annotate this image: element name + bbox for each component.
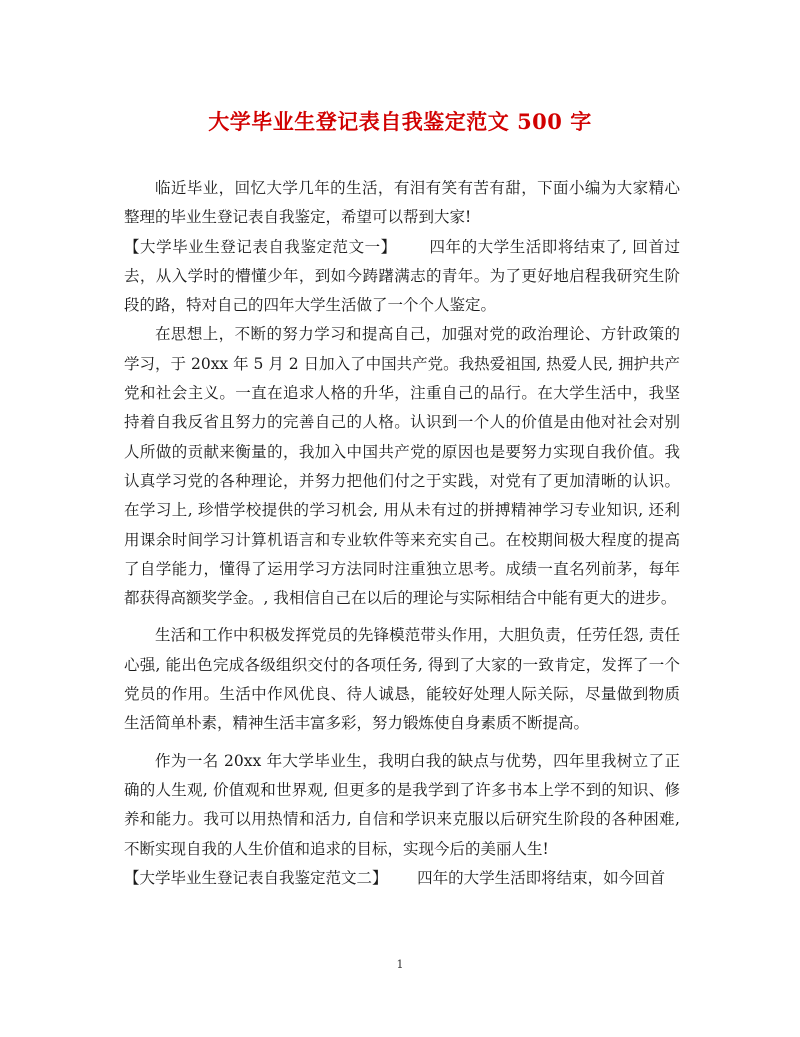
thought-paragraph: 在思想上，不断的努力学习和提高自己，加强对党的政治理论、方针政策的学习，于 20xx 年 5 月 2 日加入了中国共产党。我热爱祖国, 热爱人民, 拥护共产党和社会主义。一直在追求人格的升华，注重自己的品行。在大学生活中，我坚持着自我反省且努力的完善自己的人格。认识到一个人的价值是由他对社会对别人所做的贡献来衡量的，我加入中国共产党的原因也是要努力实现自我价值。我认真学习党的各种理论，并努力把他们付之于实践，对党有了更加清晰的认识。在学习上, 珍惜学校提供的学习机会, 用从未有过的拼搏精神学习专业知识, 还利用课余时间学习计算机语言和专业软件等来充实自己。在校期间极大程度的提高了自学能力，懂得了运用学习方法同时注重独立思考。成绩一直名列前茅，每年都获得高额奖学金。, 我相信自己在以后的理论与实际相结合中能有更大的进步。 [124,325,680,608]
section-2-text: 四年的大学生活即将结束，如今回首 [417,868,666,887]
work-life-paragraph: 生活和工作中积极发挥党员的先锋模范带头作用，大胆负责，任劳任怨, 责任心强, 能出色完成各级组织交付的各项任务, 得到了大家的一致肯定，发挥了一个党员的作用。生活中作风优良、待人诚恳，能较好处理人际关际，尽量做到物质生活简单朴素，精神生活丰富多彩，努力锻炼使自身素质不断提高。 [124,626,680,733]
section-2-paragraph [124,864,680,893]
document-body [124,174,680,893]
document-title: 大学毕业生登记表自我鉴定范文 500 字 [208,109,592,134]
section-1-heading: 【大学毕业生登记表自我鉴定范文一】 [124,237,397,256]
section-1-paragraph [124,233,680,321]
section-1-text: 四年的大学生活即将结束了, 回首过去，从入学时的懵懂少年，到如今踌躇满志的青年。为了更好地启程我研究生阶段的路，特对自己的四年大学生活做了一个个人鉴定。 [124,237,680,315]
intro-paragraph: 临近毕业，回忆大学几年的生活，有泪有笑有苦有甜，下面小编为大家精心整理的毕业生登记表自我鉴定，希望可以帮到大家! [124,179,680,227]
graduate-paragraph: 作为一名 20xx 年大学毕业生，我明白我的缺点与优势，四年里我树立了正确的人生观, 价值观和世界观, 但更多的是我学到了许多书本上学不到的知识、修养和能力。我可以用热情和活力, 自信和学识来克服以后研究生阶段的各种困难, 不断实现自我的人生价值和追求的目标，实现今后的美丽人生! [124,751,680,858]
section-2-heading: 【大学毕业生登记表自我鉴定范文二】 [124,868,388,887]
page-number: 1 [396,958,404,971]
